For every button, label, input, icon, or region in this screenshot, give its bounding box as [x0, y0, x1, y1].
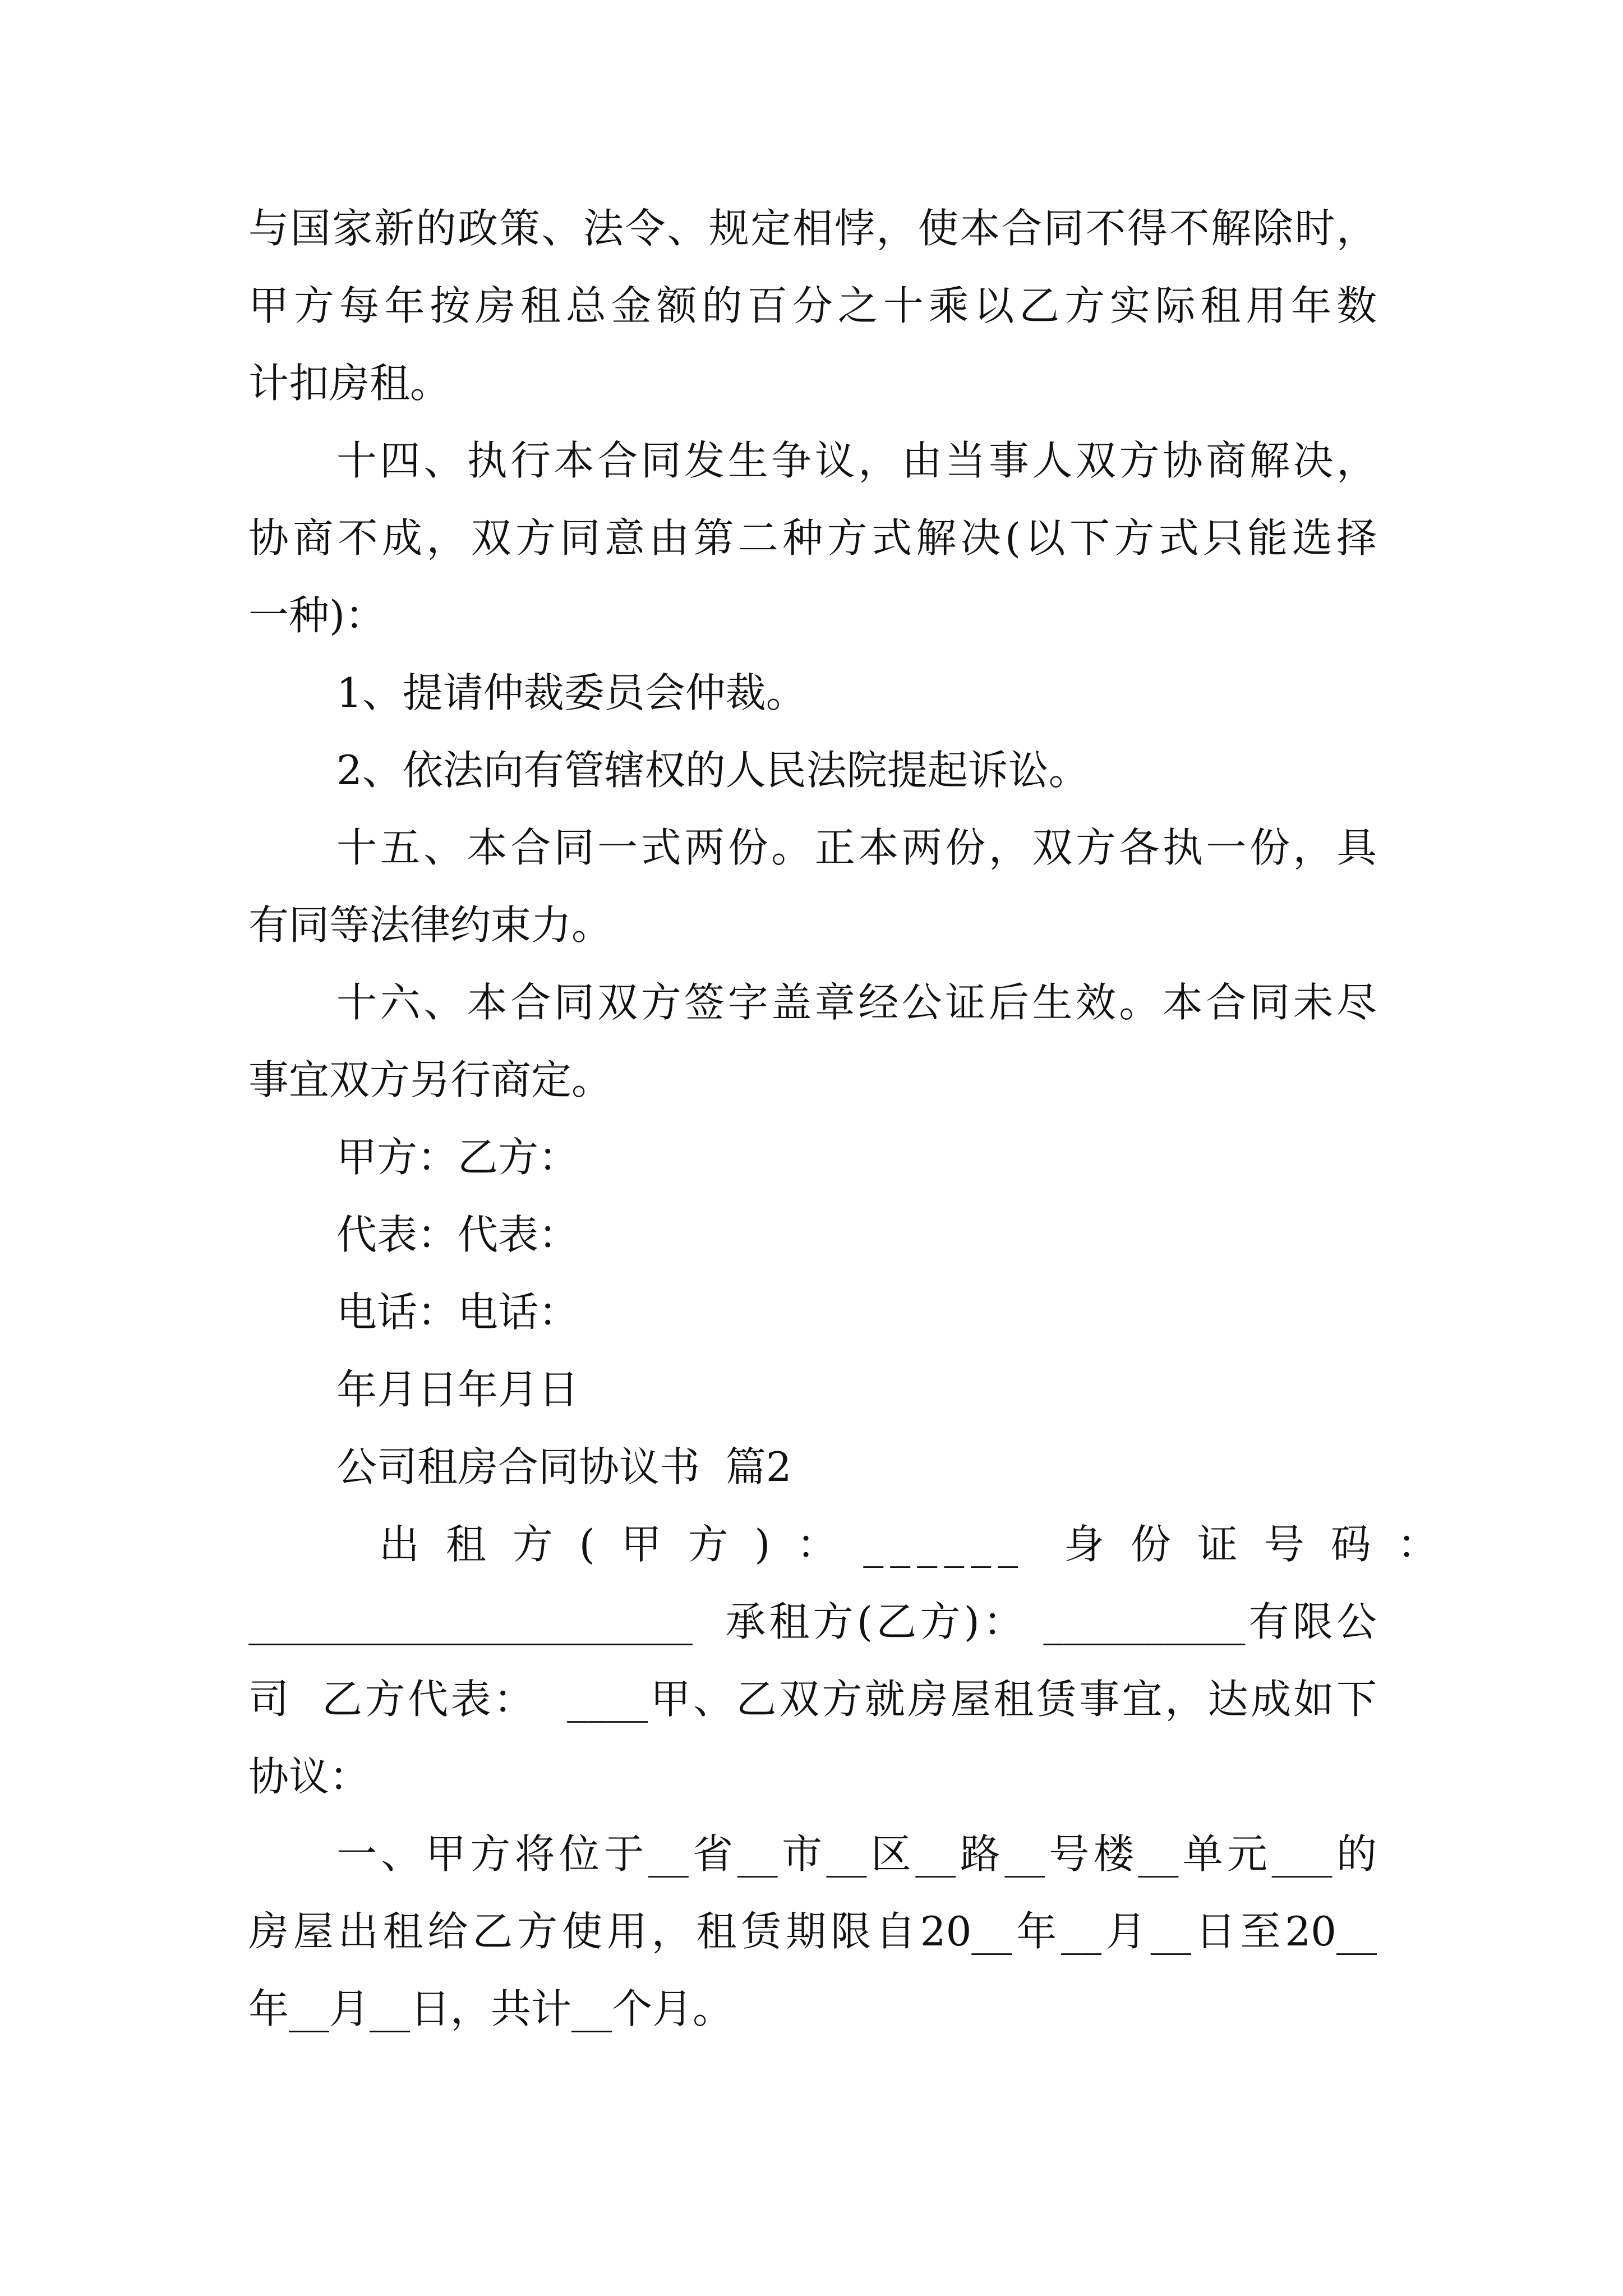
text-line: 一、甲方将位于__省__市__区__路__号楼__单元___的	[336, 1830, 1377, 1878]
text-line: 出 租 方 ( 甲 方 ) ： ______ 身 份 证 号 码 ：	[379, 1521, 1445, 1568]
text-line: 十六、本合同双方签字盖章经公证后生效。本合同未尽	[336, 979, 1377, 1026]
text-line: 计扣房租。	[248, 360, 451, 407]
text-line: 十五、本合同一式两份。正本两份，双方各执一份，具	[336, 824, 1377, 871]
text-line: 2、依法向有管辖权的人民法院提起诉讼。	[336, 747, 1089, 794]
text-line: 一种)：	[248, 592, 386, 639]
text-line: 1、提请仲裁委员会仲裁。	[336, 669, 806, 716]
signature-line-date: 年月日年月日	[336, 1366, 579, 1413]
text-line: 房屋出租给乙方使用，租赁期限自20__年__月__日至20__	[248, 1908, 1377, 1955]
text-line: ______________________ 承租方(乙方)： __________有限公	[248, 1598, 1377, 1645]
signature-line-phone: 电话：电话：	[336, 1289, 579, 1336]
text-line: 有同等法律约束力。	[248, 901, 612, 949]
text-line: 协商不成，双方同意由第二种方式解决(以下方式只能选择	[248, 514, 1377, 562]
text-line: 年__月__日，共计__个月。	[248, 1985, 734, 2032]
text-line: 十四、执行本合同发生争议，由当事人双方协商解决，	[336, 437, 1377, 484]
section-heading: 公司租房合同协议书 篇2	[336, 1443, 792, 1490]
text-line: 甲方每年按房租总金额的百分之十乘以乙方实际租用年数	[248, 282, 1377, 329]
text-line: 与国家新的政策、法令、规定相悖，使本合同不得不解除时，	[248, 205, 1377, 252]
text-line: 事宜双方另行商定。	[248, 1056, 612, 1103]
text-line: 司 乙方代表： ____甲、乙双方就房屋租赁事宜，达成如下	[248, 1676, 1377, 1723]
text-line: 协议：	[248, 1753, 370, 1800]
signature-line-party: 甲方：乙方：	[336, 1134, 579, 1181]
signature-line-representative: 代表：代表：	[336, 1211, 579, 1258]
